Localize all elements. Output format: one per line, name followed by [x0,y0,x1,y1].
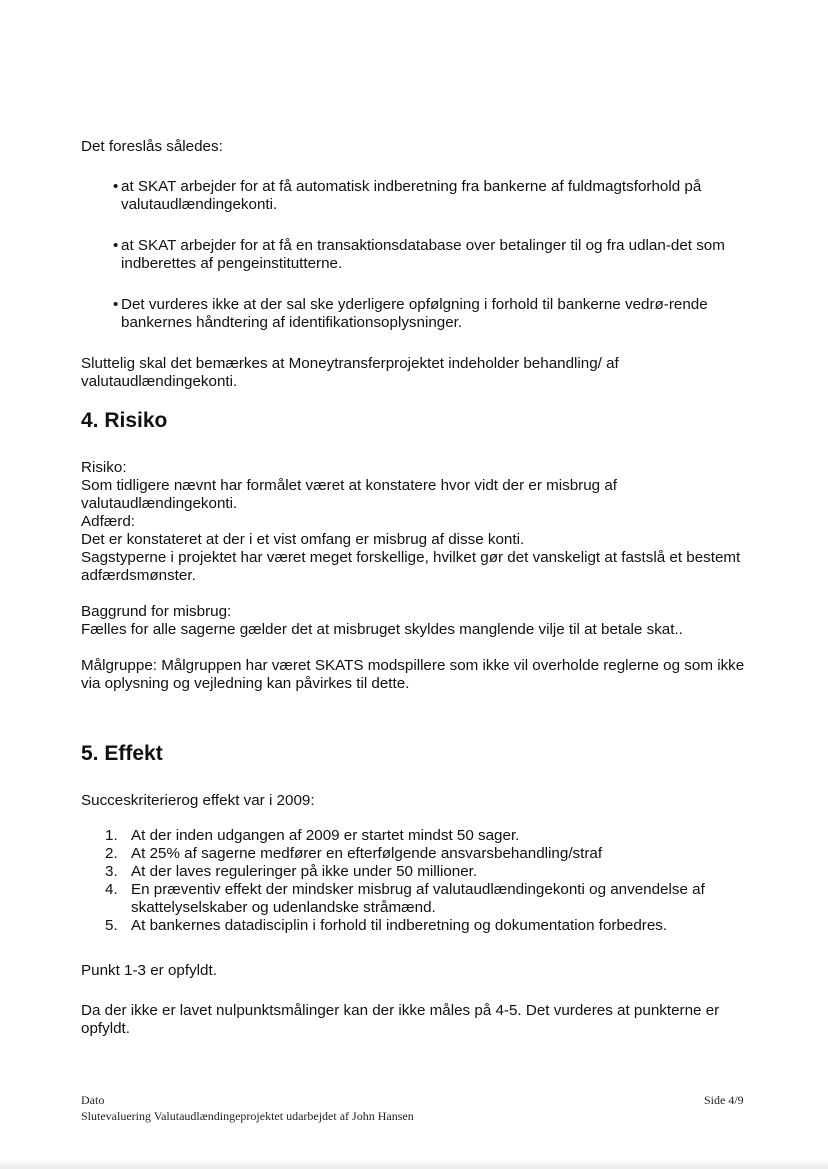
criteria-number: 5. [105,917,118,934]
criteria-text: At der inden udgangen af 2009 er startet mindst 50 sager. [131,827,520,844]
bullet-item: • Det vurderes ikke at der sal ske yderligere opfølgning i forhold til bankerne vedrø-rende bankernes håndtering af identifikationsoplysninger. [81,296,761,332]
bullet-item: • at SKAT arbejder for at få automatisk indberetning fra bankerne af fuldmagtsforhold på valutaudlændingekonti. [81,178,761,214]
criteria-item [81,845,751,863]
background-label: Baggrund for misbrug: [81,603,232,620]
success-criteria-list [81,827,751,935]
criteria-item [81,827,751,845]
section-heading-effekt: 5. Effekt [81,742,163,765]
scan-bottom-edge [0,1159,828,1169]
criteria-item [81,881,751,917]
assessment-text: Da der ikke er lavet nulpunktsmålinger kan der ikke måles på 4-5. Det vurderes at punkterne er opfyldt. [81,1002,720,1037]
success-criteria-intro: Succeskriterierog effekt var i 2009: [81,792,315,809]
bullet-item: • at SKAT arbejder for at få en transaktionsdatabase over betalinger til og fra udlan-det som indberettes af pengeinstitutterne. [81,237,761,273]
footer-document-title: Slutevaluering Valutaudlændingeprojektet udarbejdet af John Hansen [81,1109,414,1123]
target-group-text: Målgruppe: Målgruppen har været SKATS modspillere som ikke vil overholde reglerne og som ikke via oplysning og vejledning kan påvirkes til dette. [81,657,745,692]
criteria-text: At 25% af sagerne medfører en efterfølgende ansvarsbehandling/straf [131,845,603,862]
behaviour-text: Det er konstateret at der i et vist omfang er misbrug af disse konti. [81,531,525,548]
criteria-text: En præventiv effekt der mindsker misbrug af valutaudlændingekonti og anvendelse af skattelyselskaber og udenlandske stråmænd. [131,881,705,916]
footer-date-label: Dato [81,1093,105,1107]
risk-section-body [81,459,751,693]
fulfilled-text: Punkt 1-3 er opfyldt. [81,962,217,979]
behaviour-label: Adfærd: [81,513,136,530]
risk-label: Risiko: [81,459,127,476]
section-heading-risiko: 4. Risiko [81,409,168,432]
closing-paragraph: Sluttelig skal det bemærkes at Moneytransferprojektet indeholder behandling/ af valutaudlændingekonti. [81,355,619,390]
proposal-bullet-list [81,178,761,355]
behaviour-text: Sagstyperne i projektet har været meget forskellige, hvilket gør det vanskeligt at fastslå et bestemt adfærdsmønster. [81,549,741,584]
risk-text: Som tidligere nævnt har formålet været at konstatere hvor vidt der er misbrug af valutaudlændingekonti. [81,477,618,512]
criteria-number: 1. [105,827,118,844]
background-text: Fælles for alle sagerne gælder det at misbruget skyldes manglende vilje til at betale skat.. [81,621,683,638]
intro-text: Det foreslås således: [81,138,223,155]
criteria-number: 4. [105,881,118,898]
criteria-item [81,917,751,935]
footer-page-number: Side 4/9 [704,1093,744,1107]
criteria-text: At der laves reguleringer på ikke under 50 millioner. [131,863,478,880]
criteria-number: 3. [105,863,118,880]
criteria-number: 2. [105,845,118,862]
criteria-text: At bankernes datadisciplin i forhold til indberetning og dokumentation forbedres. [131,917,668,934]
criteria-item [81,863,751,881]
